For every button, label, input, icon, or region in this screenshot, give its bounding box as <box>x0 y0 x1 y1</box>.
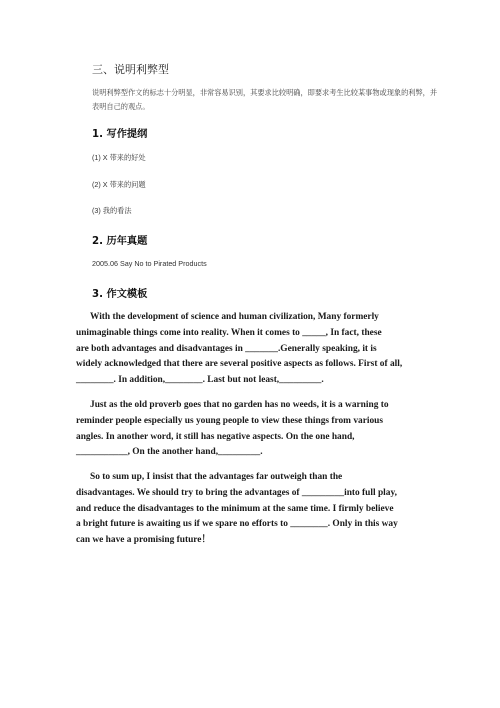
outline-heading: 1. 写作提纲 <box>92 129 148 140</box>
past-exam-item: 2005.06 Say No to Pirated Products <box>92 259 207 268</box>
section-title: 三、说明利弊型 <box>92 63 169 76</box>
outline-item-3: (3) 我的看法 <box>92 206 132 215</box>
section-intro: 说明利弊型作文的标志十分明显，非常容易识别，其要求比较明确，即要求考生比较某事物或现象的利弊，并表明自己的观点。 <box>92 88 438 111</box>
outline-item-1: (1) X 带来的好处 <box>92 153 146 162</box>
template-paragraph-3: So to sum up, I insist that the advantages far outweigh than the disadvantages. We should try to bring the advantages of _________into full play, and reduce the disadvantages to the minimum at the same time. I firmly believe a bright future is awaiting us if we spare no efforts to ________. Only in this way can we have a promising future！ <box>76 472 398 546</box>
template-heading: 3. 作文模板 <box>92 289 148 300</box>
template-paragraph-2: Just as the old proverb goes that no garden has no weeds, it is a warning to reminder people especially us young people to view these things from various angles. In another word, it still has negative aspects. On the one hand, ___________, On the another hand,_________. <box>76 400 389 458</box>
outline-item-2: (2) X 带来的问题 <box>92 180 146 189</box>
template-paragraph-1: With the development of science and human civilization, Many formerly unimaginable things come into reality. When it comes to _____, In fact, these are both advantages and disadvantages in _______.Generally speaking, it is widely acknowledged that there are several positive aspects as follows. First of all, ________. In addition,________. Last but not least,_________. <box>76 312 403 386</box>
past-exams-heading: 2. 历年真题 <box>92 236 148 247</box>
